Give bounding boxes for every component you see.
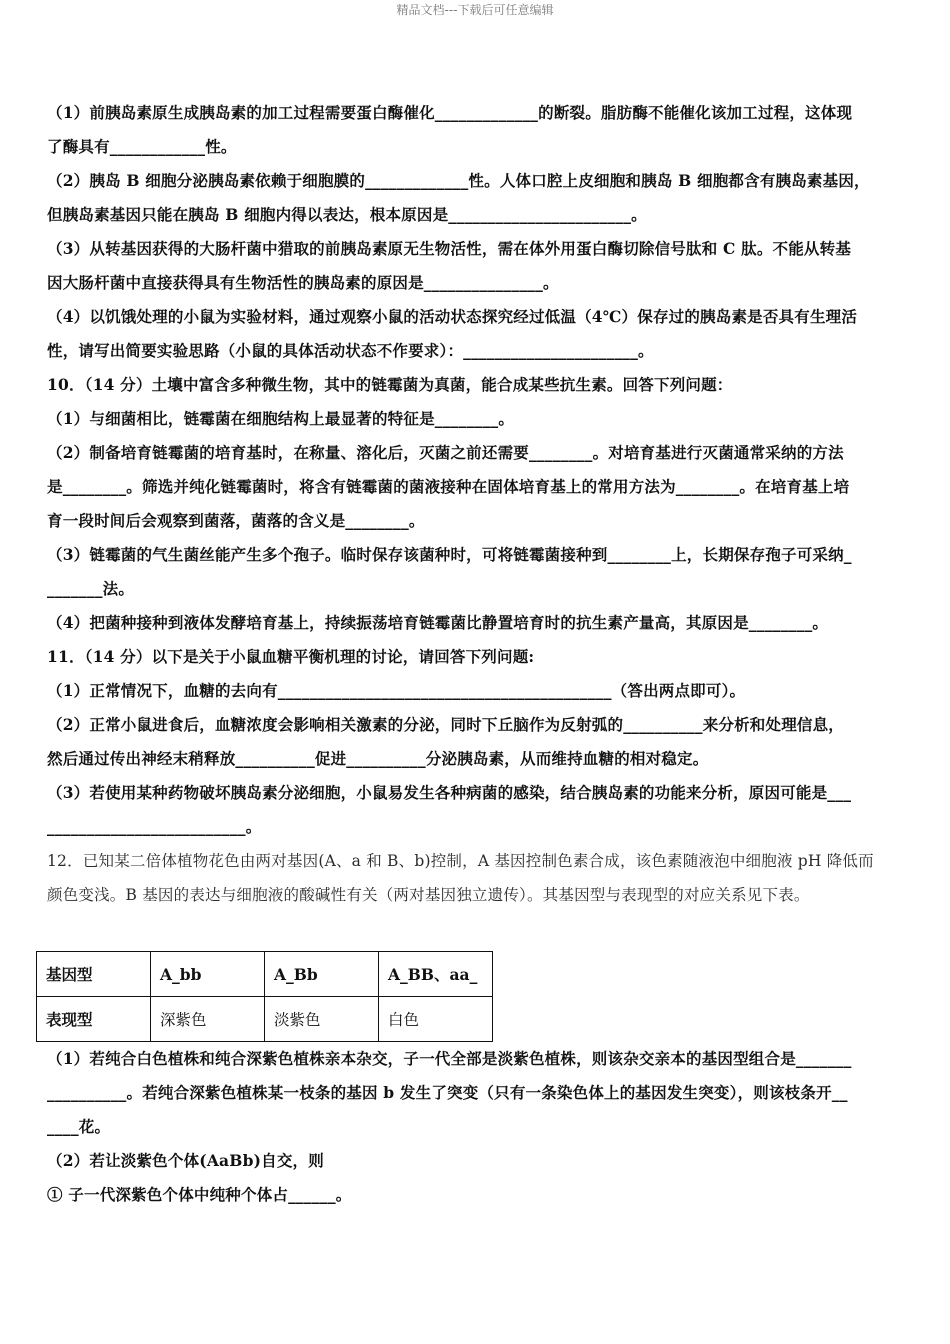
text-line: （1）前胰岛素原生成胰岛素的加工过程需要蛋白酶催化_____________的断裂。脂肪酶不能催化该加工过程，这体现 <box>47 103 853 122</box>
text-line: （2）正常小鼠进食后，血糖浓度会影响相关激素的分泌，同时下丘脑作为反射弧的__________来分析和处理信息， <box>47 715 844 734</box>
text-line: （2）制备培育链霉菌的培育基时，在称量、溶化后，灭菌之前还需要________。对培育基进行灭菌通常采纳的方法 <box>47 443 844 462</box>
text-line: __________。若纯合深紫色植株某一枝条的基因 b 发生了突变（只有一条染色体上的基因发生突变），则该枝条开__ <box>47 1083 848 1102</box>
text-line: 了酶具有____________性。 <box>47 137 237 156</box>
question-12-title: 12．已知某二倍体植物花色由两对基因(A、a 和 B、b)控制，A 基因控制色素合成，该色素随液泡中细胞液 pH 降低而 <box>47 852 874 870</box>
text-line: _______法。 <box>47 579 135 598</box>
text-line: 性，请写出简要实验思路（小鼠的具体活动状态不作要求）：______________________。 <box>47 341 654 360</box>
page-header: 精品文档---下载后可任意编辑 <box>396 3 554 17</box>
text-line: （4）以饥饿处理的小鼠为实验材料，通过观察小鼠的活动状态探究经过低温（4℃）保存过的胰岛素是否具有生理活 <box>47 307 858 326</box>
table-row <box>37 997 493 1042</box>
text-line: （3）若使用某种药物破坏胰岛素分泌细胞，小鼠易发生各种病菌的感染，结合胰岛素的功能来分析，原因可能是___ <box>47 783 852 802</box>
table-cell: 表现型 <box>37 997 151 1042</box>
text-line: ____花。 <box>47 1117 111 1136</box>
text-line: （3）从转基因获得的大肠杆菌中猎取的前胰岛素原无生物活性，需在体外用蛋白酶切除信号肽和 C 肽。不能从转基 <box>47 239 852 258</box>
table-row <box>37 952 493 997</box>
question-text-top <box>47 96 905 912</box>
text-line: 但胰岛素基因只能在胰岛 B 细胞内得以表达，根本原因是_______________________。 <box>47 205 647 224</box>
text-line: 因大肠杆菌中直接获得具有生物活性的胰岛素的原因是_______________。 <box>47 273 559 292</box>
question-text-bottom <box>47 1042 905 1212</box>
table-cell: 深紫色 <box>151 997 265 1042</box>
text-line: （1）正常情况下，血糖的去向有__________________________________________（答出两点即可）。 <box>47 681 746 700</box>
text-line: （2）胰岛 B 细胞分泌胰岛素依赖于细胞膜的_____________性。人体口腔上皮细胞和胰岛 B 细胞都含有胰岛素基因， <box>47 171 870 190</box>
table-cell: 基因型 <box>37 952 151 997</box>
text-line: 然后通过传出神经末稍释放__________促进__________分泌胰岛素，从而维持血糖的相对稳定。 <box>47 749 709 768</box>
table-cell: A_bb <box>151 952 265 997</box>
text-line: （4）把菌种接种到液体发酵培育基上，持续振荡培育链霉菌比静置培育时的抗生素产量高，其原因是________。 <box>47 613 829 632</box>
text-line: 育一段时间后会观察到菌落，菌落的含义是________。 <box>47 511 425 530</box>
text-line: （2）若让淡紫色个体(AaBb)自交，则 <box>47 1151 324 1170</box>
table-cell: A_BB、aa_ <box>379 952 493 997</box>
question-10-title: 10．（14 分）土壤中富含多种微生物，其中的链霉菌为真菌，能合成某些抗生素。回答下列问题： <box>47 375 733 394</box>
text-line: （1）若纯合白色植株和纯合深紫色植株亲本杂交，子一代全部是淡紫色植株，则该杂交亲本的基因型组合是_______ <box>47 1049 852 1068</box>
text-line: （1）与细菌相比，链霉菌在细胞结构上最显著的特征是________。 <box>47 409 515 428</box>
question-11-title: 11．（14 分）以下是关于小鼠血糖平衡机理的讨论，请回答下列问题: <box>47 647 535 666</box>
text-line: 是________。筛选并纯化链霉菌时，将含有链霉菌的菌液接种在固体培育基上的常用方法为________。在培育基上培 <box>47 477 850 496</box>
table-cell: A_Bb <box>265 952 379 997</box>
text-line: 颜色变浅。B 基因的表达与细胞液的酸碱性有关（两对基因独立遗传）。其基因型与表现型的对应关系见下表。 <box>47 886 810 904</box>
text-line: （3）链霉菌的气生菌丝能产生多个孢子。临时保存该菌种时，可将链霉菌接种到________上，长期保存孢子可采纳_ <box>47 545 852 564</box>
text-line: ① 子一代深紫色个体中纯种个体占______。 <box>47 1185 352 1204</box>
genotype-phenotype-table <box>36 951 493 1042</box>
table-cell: 白色 <box>379 997 493 1042</box>
text-line: _________________________。 <box>47 817 262 836</box>
table-cell: 淡紫色 <box>265 997 379 1042</box>
